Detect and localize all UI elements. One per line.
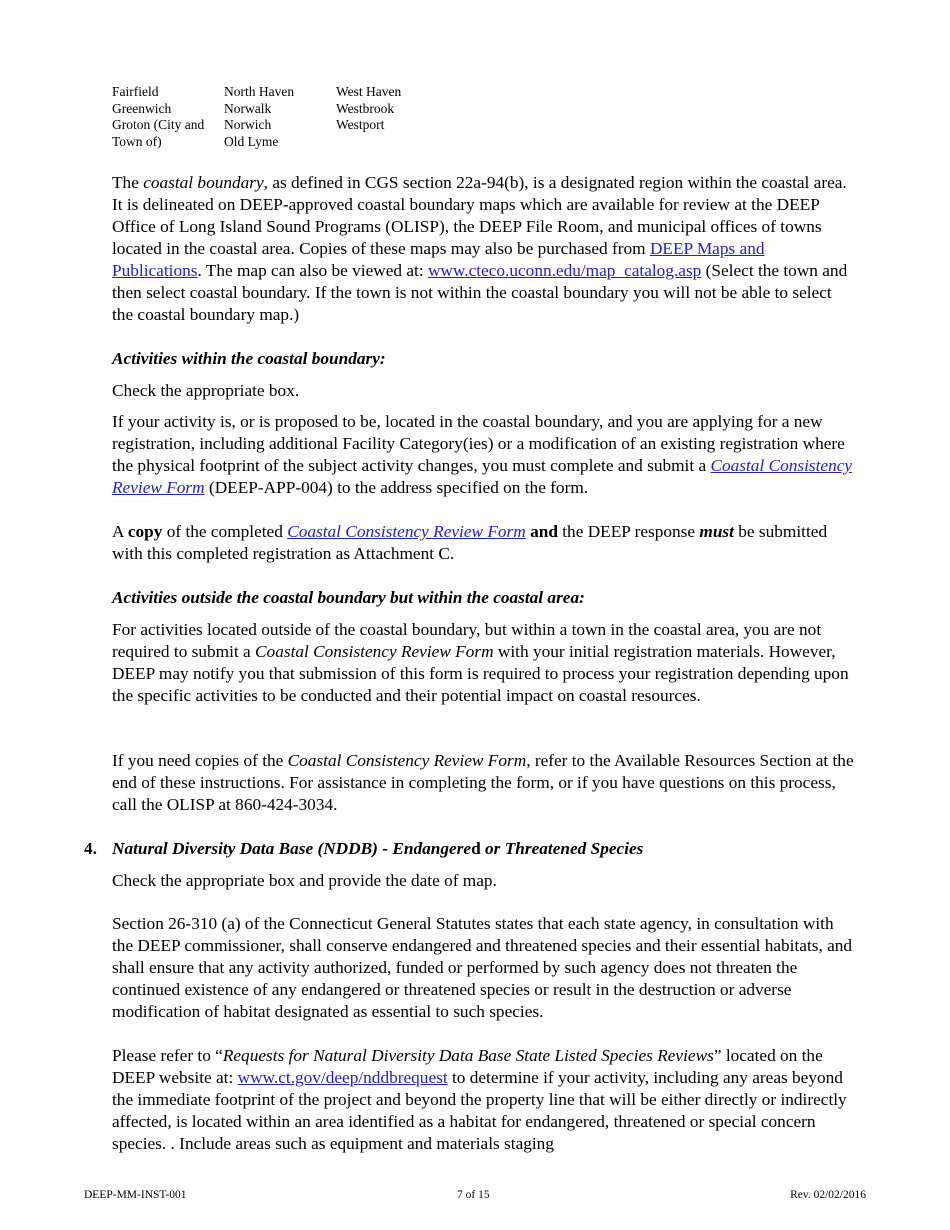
within-boundary-heading: Activities within the coastal boundary: (112, 349, 386, 368)
coastal-boundary-term: coastal boundary (143, 173, 264, 192)
copies-paragraph: If you need copies of the Coastal Consistency Review Form, refer to the Available Resources Section at the end of these instructions. For assistance in completing the form, or if you have questions on this process, call the OLISP at 860-424-3034. (112, 751, 854, 814)
town-name: Fairfield (112, 84, 159, 99)
section-4-check-instruction: Check the appropriate box and provide the date of map. (112, 871, 497, 890)
coastal-consistency-form-link-2[interactable]: Coastal Consistency Review Form (287, 522, 526, 541)
town-name: Westport (336, 117, 385, 132)
footer-revision: Rev. 02/02/2016 (790, 1189, 866, 1201)
outside-boundary-paragraph: For activities located outside of the coastal boundary, but within a town in the coastal area, you are not required to submit a Coastal Consistency Review Form with your initial registration materials. However, DEEP may notify you that submission of this form is required to process your registration depending upon the specific activities to be conducted and their potential impact on coastal resources. (112, 620, 849, 705)
town-name: Norwalk (224, 100, 272, 116)
nddb-request-paragraph: Please refer to “Requests for Natural Diversity Data Base State Listed Species Reviews” located on the DEEP website at: www.ct.gov/deep/nddbrequest to determine if your activity, including any areas beyond the immediate footprint of the project and beyond the property line that will be either directly or indirectly affected, is located within an area identified as a habitat for endangered, threatened or special concern species. . Include areas such as equipment and materials staging (112, 1046, 847, 1153)
town-name: Old Lyme (224, 133, 279, 149)
towns-column-1 (112, 84, 224, 150)
within-check-instruction: Check the appropriate box. (112, 381, 300, 400)
towns-column-2 (224, 84, 336, 150)
cteco-map-catalog-link[interactable]: www.cteco.uconn.edu/map_catalog.asp (427, 261, 702, 280)
town-name: Town of) (112, 133, 162, 149)
attachment-c-paragraph: A copy of the completed Coastal Consistency Review Form and the DEEP response must be submitted with this completed registration as Attachment C. (112, 522, 828, 563)
coastal-consistency-form-link[interactable]: Coastal Consistency Review Form (112, 456, 853, 497)
towns-column-3 (336, 84, 448, 150)
footer-page-number: 7 of 15 (457, 1189, 490, 1201)
town-name: West Haven (336, 84, 402, 99)
coastal-boundary-paragraph: The coastal boundary, as defined in CGS section 22a-94(b), is a designated region within the coastal area. It is delineated on DEEP-approved coastal boundary maps which are available for review at the DEEP Office of Long Island Sound Programs (OLISP), the DEEP File Room, and municipal offices of towns located in the coastal area. Copies of these maps may also be purchased from DEEP Maps and Publications. The map can also be viewed at: www.cteco.uconn.edu/map_catalog.asp (Select the town and then select coastal boundary. If the town is not within the coastal boundary you will not be able to select the coastal boundary map.) (112, 173, 848, 324)
cgs-section-paragraph: Section 26-310 (a) of the Connecticut General Statutes states that each state agency, in consultation with the DEEP commissioner, shall conserve endangered and threatened species and their essential habitats, and shall ensure that any activity authorized, funded or performed by such agency does not threaten the continued existence of any endangered or threatened species or result in the destruction or adverse modification of habitat designated as essential to such species. (112, 914, 853, 1021)
within-boundary-paragraph: If your activity is, or is proposed to be, located in the coastal boundary, and you are applying for a new registration, including additional Facility Category(ies) or a modification of an existing registration where the physical footprint of the subject activity changes, you must complete and submit a Coastal Consistency Review Form (DEEP-APP-004) to the address specified on the form. (112, 412, 853, 497)
section-number: 4. (84, 839, 97, 858)
town-name: North Haven (224, 84, 295, 99)
nddb-request-link[interactable]: www.ct.gov/deep/nddbrequest (237, 1068, 448, 1087)
town-name: Westbrook (336, 100, 395, 116)
section-4-heading: 4. Natural Diversity Data Base (NDDB) - Endangered or Threatened Species (84, 839, 644, 858)
outside-boundary-heading: Activities outside the coastal boundary but within the coastal area: (112, 588, 585, 607)
footer-doc-id: DEEP-MM-INST-001 (84, 1189, 187, 1201)
town-name: Greenwich (112, 100, 172, 116)
coastal-towns-list (112, 84, 448, 150)
town-name: Groton (City and (112, 117, 205, 132)
town-name: Norwich (224, 117, 272, 132)
deep-maps-publications-link[interactable]: DEEP Maps and Publications (112, 239, 765, 280)
